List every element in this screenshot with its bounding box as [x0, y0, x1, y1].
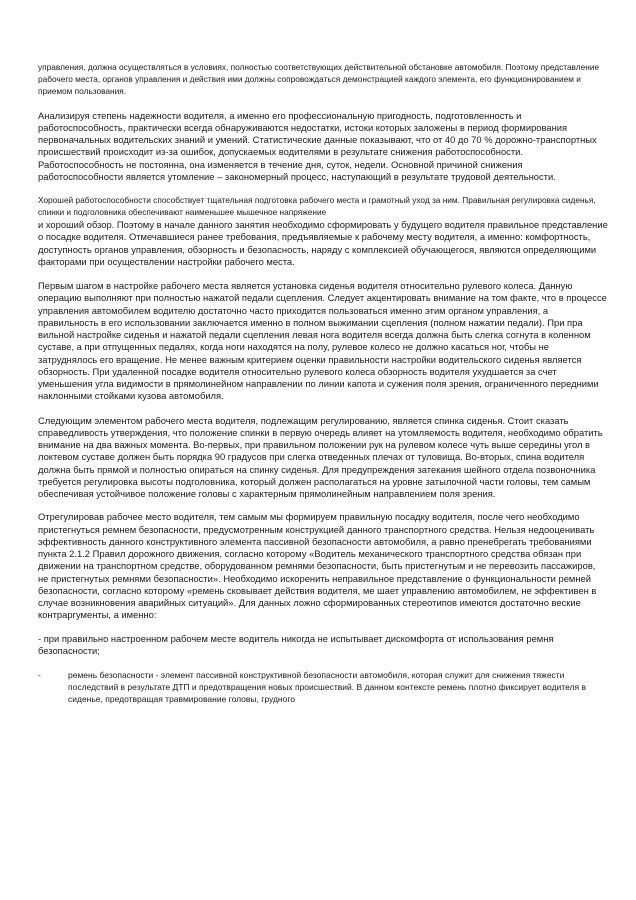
paragraph-6: Отрегулировав рабочее место водителя, тем самым мы формируем правильную посадку водителя, после чего необходимо пристегнуться ремнем безопасности, предусмотренным конструкцией данного транспортного средства. Нельзя недооценивать эффективность данного конструктивного элемента пассивной безопасности автомобиля, а равно пренебрегать требованиями пункта 2.1.2 Правил дорожного движения, согласно которому «Водитель механического транспортного средства обязан при движении на транспортном средстве, оборудованном ремнями безопасности, быть пристегнутым и не перевозить пассажиров, не пристегнутых ремнями безопасности». Необходимо искоренить неправильное представление о функциональности ремней безопасности, согласно которому «ремень сковывает действия водителя, ме шает управлению автомобилем, не эффективен в случае возникновения аварийных ситуаций». Для данных ложно сформированных стереотипов имеются достаточно веские контраргументы, а именно: — [38, 511, 597, 621]
paragraph-2: Анализируя степень надежности водителя, а именно его профессиональную пригодность, подготовленность и работоспособность, практически всегда обнаруживаются недостатки, истоки которых заложены в период формирования первоначальных водительских знаний и умений. Статистические данные показывают, что от 40 до 70 % дорожно-транспортных происшествий происходит из-за ошибок, допускаемых водителями в результате снижения работоспособности. Работоспособность не постоянна, она изменяется в течение дня, суток, недели. Основной причиной снижения работоспособности является утомление – закономерный процесс, наступающий в результате трудовой деятельности. — [38, 109, 597, 182]
bullet-dash: - — [38, 670, 41, 681]
bullet-item — [38, 669, 608, 705]
paragraph-5: Следующим элементом рабочего места водителя, подлежащим регулированию, является спинка сиденья. Стоит сказать справедливость утверждения, что положение спинки в первую очередь влияет на утомляемость водителя, необходимо обратить внимание на два важных момента. Во-первых, при правильном положении рук на рулевом колесе чуть выше середины угол в локтевом суставе должен быть порядка 90 градусов при слегка отведенных плечах от туловища. Во-вторых, спина водителя должна быть прямой и полностью опираться на спинку сиденья. Для предупреждения затекания шейного отдела позвоночника требуется регулировка высоты подголовника, который должен располагаться на уровне затылочной части головы, тем самым обеспечивая устойчивое положение головы с характерным прямолинейным направлением поля зрения. — [38, 414, 603, 500]
paragraph-7: - при правильно настроенном рабочем месте водитель никогда не испытывает дискомфорта от использования ремня безопасности; — [38, 632, 554, 656]
document-page — [38, 62, 608, 705]
paragraph-1: управления, должна осуществляться в условиях, полностью соответствующих действительной обстановке автомобиля. Поэтому представление рабочего места, органов управления и действия ими должны сопровождаться демонстрацией каждого элемента, его функционированием и приемом пользования. — [38, 62, 600, 96]
bullet-text: ремень безопасности - элемент пассивной конструктивной безопасности автомобиля, которая служит для снижения тяжести последствий в результате ДТП и предотвращения новых происшествий. В данном контексте ремень плотно фиксирует водителя в сиденье, предотвращая травмирование головы, грудного — [68, 670, 586, 705]
paragraph-4: Первым шагом в настройке рабочего места является установка сиденья водителя относительно рулевого колеса. Данную операцию выполняют при полностью нажатой педали сцепления. Следует акцентировать внимание на том факте, что в процессе управления автомобилем водителю достаточно часто приходится пользоваться именно этим органом управления, а правильность в его использовании заключается именно в полном выжимании сцепления (полном нажатии педали). При пра вильной настройке сиденья и нажатой педали сцепления левая нога водителя всегда должна быть слегка согнута в коленном суставе, а при отпущенных педалях, когда ноги находятся на полу, рулевое колесо не должно касаться ног, чтобы не затруднялось его вращение. Не менее важным критерием оценки правильности настройки водительского сиденья является обзорность. При удаленной посадке водителя относительно рулевого колеса обзорность водителя ухудшается за счет уменьшения угла видимости в прямолинейном направлении по линии капота и сужения поля зрения, ограниченного передними наклонными стойками кузова автомобиля. — [38, 280, 607, 402]
paragraph-3: и хороший обзор. Поэтому в начале данного занятия необходимо сформировать у будущего водителя правильное представление о посадке водителя. Отмечавшиеся ранее требования, предъявляемые к рабочему месту водителя, а именно: комфортность, доступность органов управления, обзорность и безопасность, наряду с комплексией обучающегося, являются определяющими факторами при осуществлении настройки рабочего места. — [38, 219, 608, 267]
paragraph-3-lead: Хорошей работоспособности способствует тщательная подготовка рабочего места и грамотный уход за ним. Правильная регулировка сиденья, спинки и подголовника обеспечивают наименьшее мышечное напряжение — [38, 195, 596, 218]
